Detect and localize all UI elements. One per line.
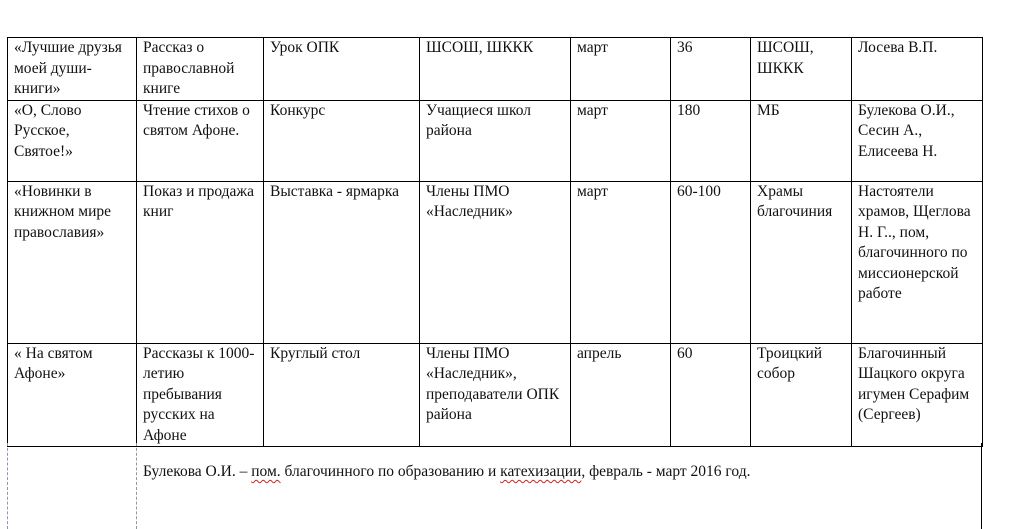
table-row — [8, 100, 983, 181]
events-table — [7, 37, 983, 447]
cell-place: Храмы благочиния — [751, 181, 852, 343]
cell-count: 60-100 — [671, 181, 751, 343]
cell-count: 36 — [671, 38, 751, 101]
cell-responsible: Булекова О.И., Сесин А., Елисеева Н. — [852, 100, 983, 181]
cell-audience: Члены ПМО «Наследник», преподаватели ОПК района — [420, 343, 571, 447]
cell-description: Чтение стихов о святом Афоне. — [137, 100, 264, 181]
table-row — [8, 181, 983, 343]
cell-responsible: Настоятели храмов, Щеглова Н. Г.., пом, благочинного по миссионерской работе — [852, 181, 983, 343]
footer-mid: благочинного по образованию и — [280, 463, 501, 480]
cell-title: «О, Слово Русское, Святое!» — [8, 100, 137, 181]
footer-note — [143, 462, 750, 482]
cell-title: «Лучшие друзья моей души- книги» — [8, 38, 137, 101]
footer-dash: – — [235, 463, 252, 480]
cell-title: « На святом Афоне» — [8, 343, 137, 447]
cell-description: Рассказ о православной книге — [137, 38, 264, 101]
table-row — [8, 343, 983, 447]
cell-gridline — [7, 443, 8, 529]
cell-place: Троицкий собор — [751, 343, 852, 447]
cell-audience: Члены ПМО «Наследник» — [420, 181, 571, 343]
cell-description: Рассказы к 1000-летию пребывания русских на Афоне — [137, 343, 264, 447]
cell-form: Круглый стол — [264, 343, 420, 447]
cell-responsible: Лосева В.П. — [852, 38, 983, 101]
footer-date: , февраль - март 2016 год. — [581, 463, 751, 480]
cell-month: март — [571, 38, 671, 101]
cell-audience: Учащиеся школ района — [420, 100, 571, 181]
cell-month: апрель — [571, 343, 671, 447]
table-row — [8, 38, 983, 101]
cell-month: март — [571, 100, 671, 181]
footer-pom: пом. — [251, 463, 281, 480]
cell-place: МБ — [751, 100, 852, 181]
cell-audience: ШСОШ, ШККК — [420, 38, 571, 101]
footer-area — [7, 443, 982, 529]
cell-place: ШСОШ, ШККК — [751, 38, 852, 101]
cell-form: Конкурс — [264, 100, 420, 181]
footer-katech: катехизации — [500, 463, 582, 480]
cell-form: Выставка - ярмарка — [264, 181, 420, 343]
cell-count: 180 — [671, 100, 751, 181]
footer-name: Булекова О.И. — [143, 463, 236, 480]
cell-gridline — [136, 443, 137, 529]
cell-title: «Новинки в книжном мире православия» — [8, 181, 137, 343]
cell-count: 60 — [671, 343, 751, 447]
cell-responsible: Благочинный Шацкого округа игумен Серафим (Сергеев) — [852, 343, 983, 447]
cell-month: март — [571, 181, 671, 343]
cell-description: Показ и продажа книг — [137, 181, 264, 343]
cell-form: Урок ОПК — [264, 38, 420, 101]
